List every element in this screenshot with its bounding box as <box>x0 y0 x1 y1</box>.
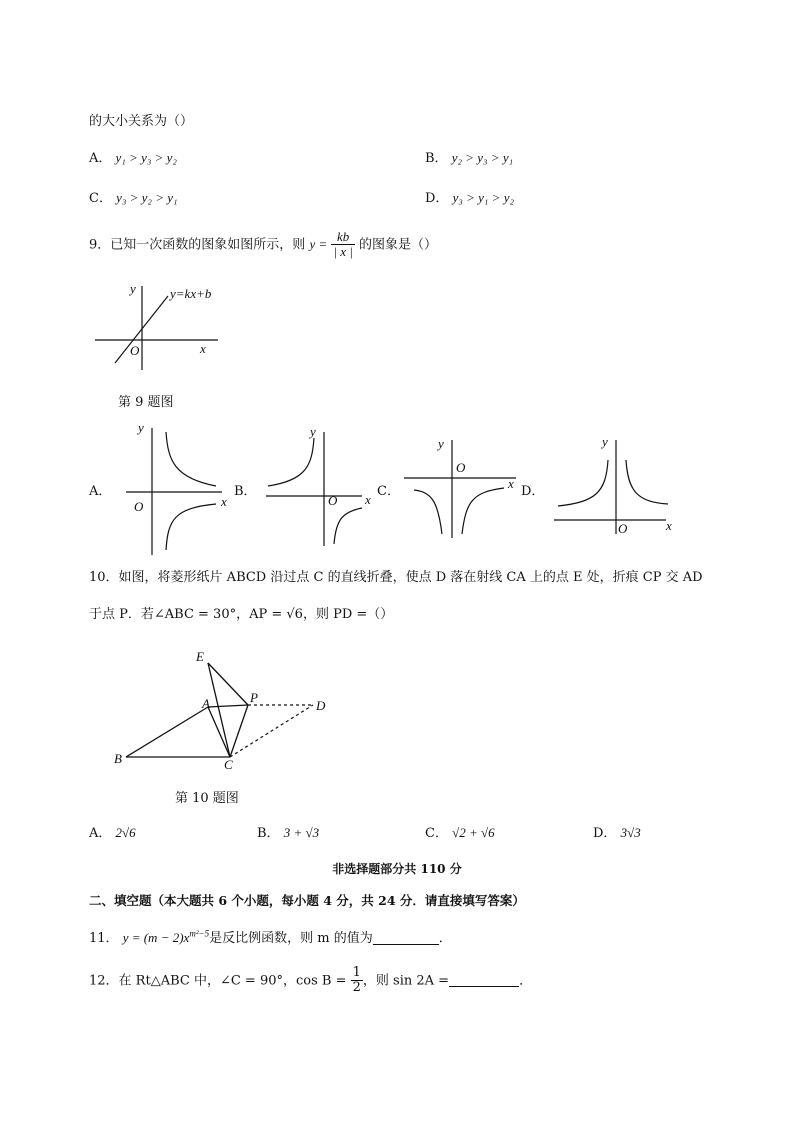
option-label: D． <box>593 826 617 841</box>
origin-label: O <box>130 343 140 358</box>
answer-blank[interactable] <box>373 930 439 945</box>
point-d-label: D <box>316 698 326 713</box>
graph-b-svg <box>262 424 378 550</box>
y-axis-label: y <box>602 434 608 449</box>
q11-formula: y = (m − 2)x <box>122 930 190 945</box>
fraction-numerator: 1 <box>352 965 361 980</box>
q9-option-d-label: D． <box>521 484 545 499</box>
q8-stem-end: 的大小关系为（） <box>89 114 194 129</box>
q10-option-d <box>593 822 641 841</box>
branch-q4 <box>166 504 216 550</box>
x-axis-label: x <box>221 494 227 509</box>
q10-figure-svg <box>108 645 348 775</box>
option-text: y₃ > y₂ > y₁ <box>116 190 178 205</box>
q9-option-a-label: A． <box>89 484 112 499</box>
stem-post: 的图象是（） <box>358 237 437 253</box>
option-text: 3 + √3 <box>283 825 320 840</box>
question-number: 11． <box>89 931 119 946</box>
q11-end: ． <box>438 931 452 946</box>
question-number: 12． <box>89 973 119 989</box>
point-p-label: P <box>250 690 258 705</box>
point-e-label: E <box>196 649 204 664</box>
option-text: √2 + √6 <box>452 825 495 840</box>
option-label: B． <box>257 826 280 841</box>
q9-caption: 第 9 题图 <box>118 395 174 410</box>
segment-pc <box>230 705 248 757</box>
y-axis-label: y <box>310 424 316 439</box>
q8-option-c <box>89 187 178 206</box>
x-axis-label: x <box>200 341 206 356</box>
section-note: 非选择题部分共 110 分 <box>332 862 462 876</box>
option-text: y₁ > y₃ > y₂ <box>115 150 177 165</box>
fraction-denominator: | x | <box>333 244 353 260</box>
q9-option-a-graph <box>118 420 236 558</box>
option-label: C． <box>425 826 448 841</box>
q10-stem-line2: 于点 P．若∠ABC = 30°，AP = √6，则 PD =（） <box>89 607 394 622</box>
graph-a-svg <box>118 420 236 558</box>
q11 <box>89 927 452 946</box>
formula-lhs: y = <box>309 236 328 252</box>
branch-q4 <box>462 488 504 534</box>
y-axis-label: y <box>138 420 144 435</box>
fraction-numerator: kb <box>331 230 354 245</box>
option-text: 3√3 <box>620 825 641 840</box>
branch-q1 <box>166 432 216 486</box>
x-axis-label: x <box>508 476 514 491</box>
origin-label: O <box>134 499 144 514</box>
q9-option-d-graph <box>550 434 682 536</box>
option-label: D． <box>425 191 449 206</box>
q10-stem-line1: 10．如图，将菱形纸片 ABCD 沿过点 C 的直线折叠，使点 D 落在射线 CA 上的点 E 处，折痕 CP 交 AD <box>89 570 703 585</box>
segment-ba <box>126 707 208 757</box>
point-a-label: A <box>202 696 210 711</box>
segment-ac <box>208 707 230 757</box>
option-label: A． <box>89 151 112 166</box>
q8-option-d <box>425 187 514 206</box>
y-axis-label: y <box>130 281 136 296</box>
answer-blank[interactable] <box>449 972 519 987</box>
q10-caption: 第 10 题图 <box>175 791 239 806</box>
q10-option-a <box>89 822 136 841</box>
origin-label: O <box>618 521 628 536</box>
option-text: y₂ > y₃ > y₁ <box>451 150 514 165</box>
q10-option-c <box>425 822 495 841</box>
segment-ap <box>208 705 248 707</box>
q9-figure <box>90 278 230 373</box>
q12-post: ，则 sin 2A = <box>362 973 450 989</box>
segment-cd-dashed <box>230 705 313 757</box>
segment-ec <box>208 663 230 757</box>
q9-option-b-label: B． <box>234 484 257 499</box>
option-label: A． <box>89 826 112 841</box>
q12-fraction <box>351 966 363 996</box>
y-axis-label: y <box>438 436 444 451</box>
q12 <box>89 966 532 996</box>
q9-stem <box>89 230 437 260</box>
branch-q3 <box>414 490 442 534</box>
q8-option-b <box>425 147 513 166</box>
origin-label: O <box>456 460 466 475</box>
point-b-label: B <box>114 751 122 766</box>
stem-pre: 已知一次函数的图象如图所示，则 <box>110 237 306 253</box>
q8-option-a <box>89 147 177 166</box>
option-text: 2√6 <box>115 825 136 840</box>
line-label: y=kx+b <box>170 286 212 301</box>
q12-end: ． <box>519 973 533 989</box>
q9-option-b-graph <box>262 424 378 550</box>
fraction-denominator: 2 <box>352 980 361 996</box>
q10-option-b <box>257 822 319 841</box>
x-axis-label: x <box>365 492 371 507</box>
origin-label: O <box>328 493 338 508</box>
question-number: 9． <box>89 237 111 253</box>
q9-figure-svg <box>90 278 230 373</box>
q12-pre: 在 Rt△ABC 中，∠C = 90°，cos B = <box>118 973 347 989</box>
point-c-label: C <box>224 757 233 772</box>
fraction <box>331 230 354 260</box>
branch-q2 <box>558 460 608 506</box>
graph-d-svg <box>550 434 682 536</box>
q11-exponent: m²−5 <box>189 928 210 939</box>
segment-ep <box>208 663 248 705</box>
branch-q1 <box>626 460 668 504</box>
q9-option-c-label: C． <box>377 484 400 499</box>
branch-q2 <box>268 438 314 486</box>
q10-figure <box>108 645 348 775</box>
option-text: y₃ > y₁ > y₂ <box>452 190 514 205</box>
q11-text: 是反比例函数，则 m 的值为 <box>209 931 373 946</box>
branch-q4 <box>334 508 362 544</box>
q9-option-c-graph <box>400 434 522 544</box>
option-label: C． <box>89 191 112 206</box>
option-label: B． <box>425 151 448 166</box>
section2-title: 二、填空题（本大题共 6 个小题，每小题 4 分，共 24 分．请直接填写答案） <box>89 893 525 908</box>
x-axis-label: x <box>666 518 672 533</box>
graph-c-svg <box>400 434 522 544</box>
